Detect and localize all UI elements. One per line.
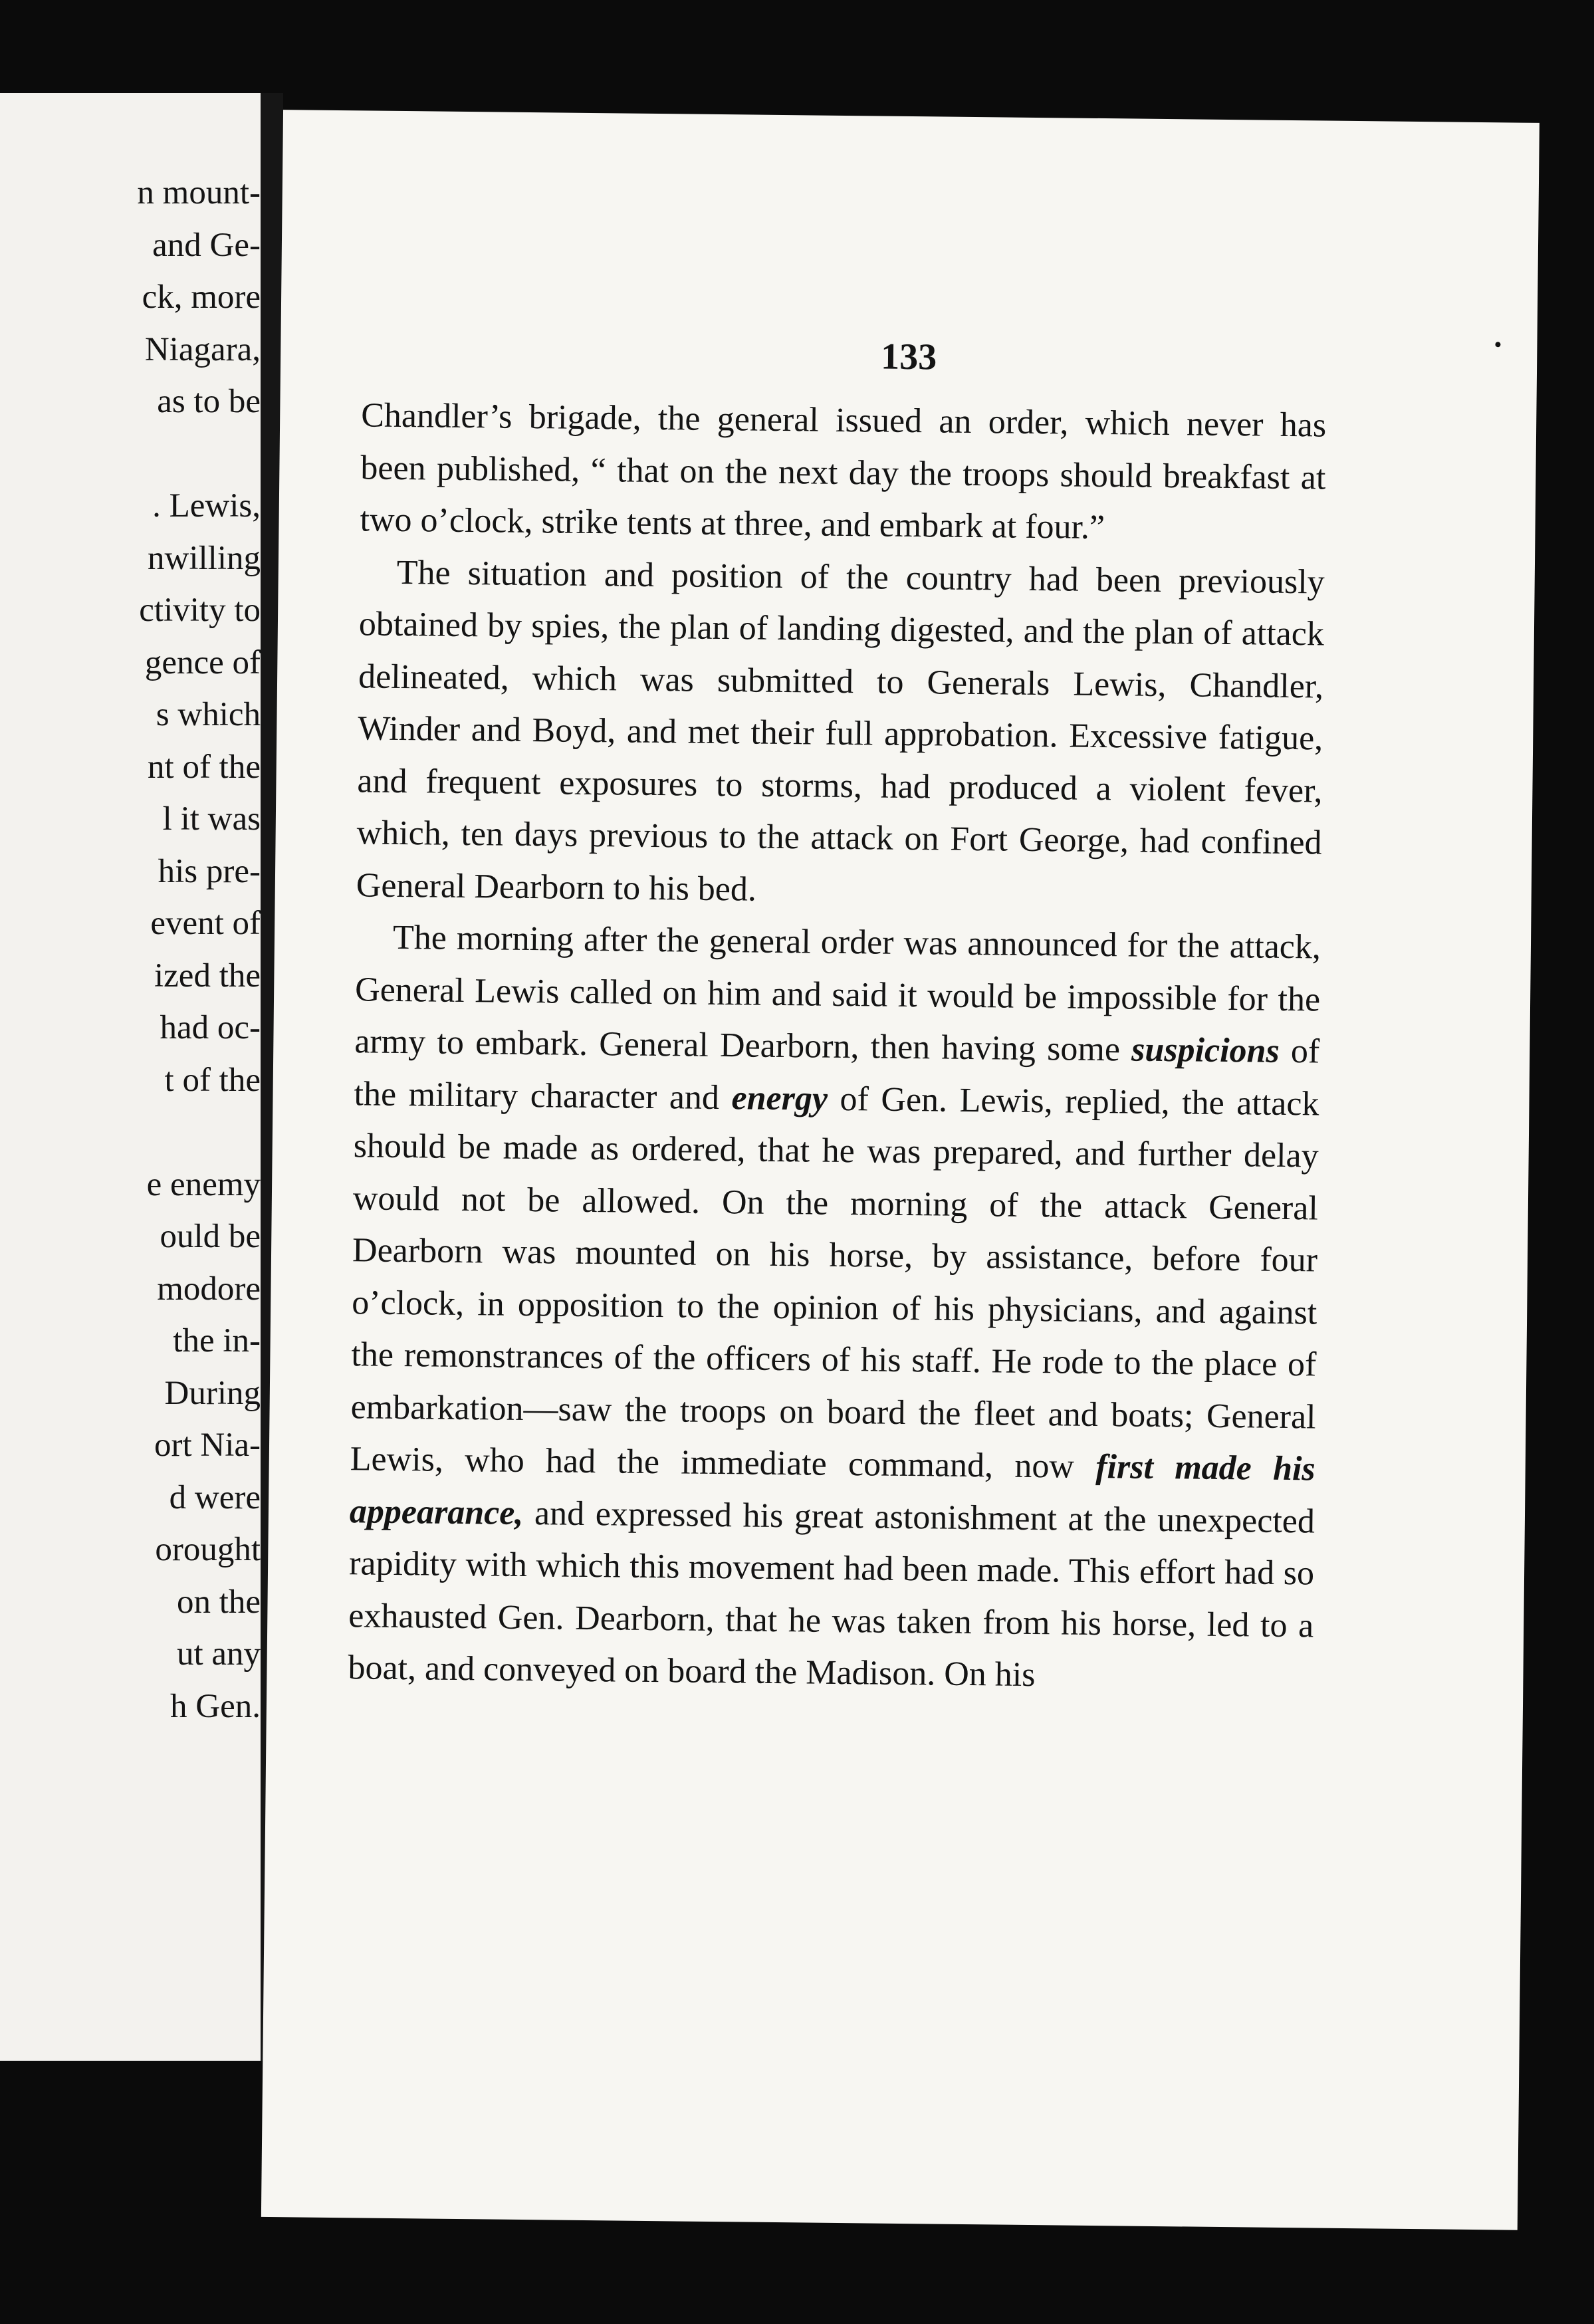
- left-line: gence of: [144, 643, 261, 681]
- text-run: Chandler’s brigade, the general issued an order, which never has been published, “ that on the next day the troops should breakfast at two o’clock, strike tents at three, and embark at four.”: [360, 396, 1327, 547]
- left-line: the in-: [173, 1322, 261, 1359]
- left-line: event of: [150, 905, 261, 942]
- italic-phrase: energy: [731, 1078, 828, 1118]
- left-line: as to be: [157, 383, 261, 420]
- left-line: nwilling: [147, 539, 261, 577]
- page-number: 133: [880, 336, 937, 378]
- right-page: [261, 110, 1539, 2230]
- left-line: Niagara,: [144, 330, 261, 368]
- left-line: had oc-: [160, 1009, 261, 1046]
- left-line: h Gen.: [170, 1687, 261, 1725]
- left-line: and Ge-: [152, 226, 261, 264]
- left-page-fragment: [0, 93, 261, 2061]
- left-line: ctivity to: [139, 592, 261, 629]
- left-line: ort Nia-: [154, 1427, 261, 1464]
- left-line: orought: [155, 1531, 261, 1568]
- left-line: his pre-: [158, 852, 261, 890]
- paragraph-p3: [348, 911, 1321, 1704]
- left-line: . Lewis,: [152, 487, 261, 524]
- left-line: modore: [157, 1270, 261, 1308]
- italic-phrase: first made his appearance,: [349, 1448, 1316, 1532]
- paragraph-p2: [356, 546, 1325, 922]
- left-page-text: [0, 93, 261, 2061]
- italic-phrase: suspicions: [1131, 1030, 1280, 1070]
- left-line: t of the: [164, 1061, 261, 1099]
- left-line: s which: [156, 696, 261, 733]
- left-line: During: [164, 1374, 261, 1412]
- left-line: e enemy: [146, 1165, 261, 1203]
- left-line: ized the: [154, 957, 261, 994]
- text-run: of the military character and: [354, 1032, 1320, 1117]
- left-line: ut any: [176, 1635, 261, 1673]
- left-line: l it was: [162, 800, 261, 838]
- left-line: ck, more: [142, 279, 261, 316]
- paragraph-p1: [360, 390, 1326, 556]
- text-run: and expressed his great astonishment at the unexpected rapidity with which this movement had been made. This effort had so exhausted Gen. Dearborn, that he was taken from his horse, led to a boat, and conveyed on board the Madison. On his: [348, 1494, 1315, 1694]
- left-line: on the: [176, 1583, 261, 1621]
- left-line: nt of the: [148, 748, 261, 786]
- text-run: The morning after the general order was announced for the attack, General Lewis called on him and said it would be impossible for the army to embark. General Dearborn, then having some: [354, 918, 1321, 1069]
- speck-mark: [1495, 342, 1500, 347]
- body-text: [348, 390, 1326, 1704]
- left-line: n mount-: [137, 174, 261, 211]
- text-run: of Gen. Lewis, replied, the attack should be made as ordered, that he was prepared, and further delay would not be allowed. On the morning of the attack General Dearborn was mounted on his horse, by assistance, before four o’clock, in opposition to the opinion of his physicians, and against the remonstrances of the officers of his staff. He rode to the place of embarkation—saw the troops on board the fleet and boats; General Lewis, who had the immediate command, now: [350, 1080, 1319, 1486]
- text-run: The situation and position of the country had been previously obtained by spies, the plan of landing digested, and the plan of attack delineated, which was submitted to Generals Lewis, Chandler, Winder and Boyd, and met their full approbation. Excessive fatigue, and frequent exposures to storms, had produced a violent fever, which, ten days previous to the attack on Fort George, had confined General Dearborn to his bed.: [356, 553, 1325, 909]
- left-line: ould be: [160, 1218, 261, 1255]
- left-line: d were: [169, 1478, 261, 1516]
